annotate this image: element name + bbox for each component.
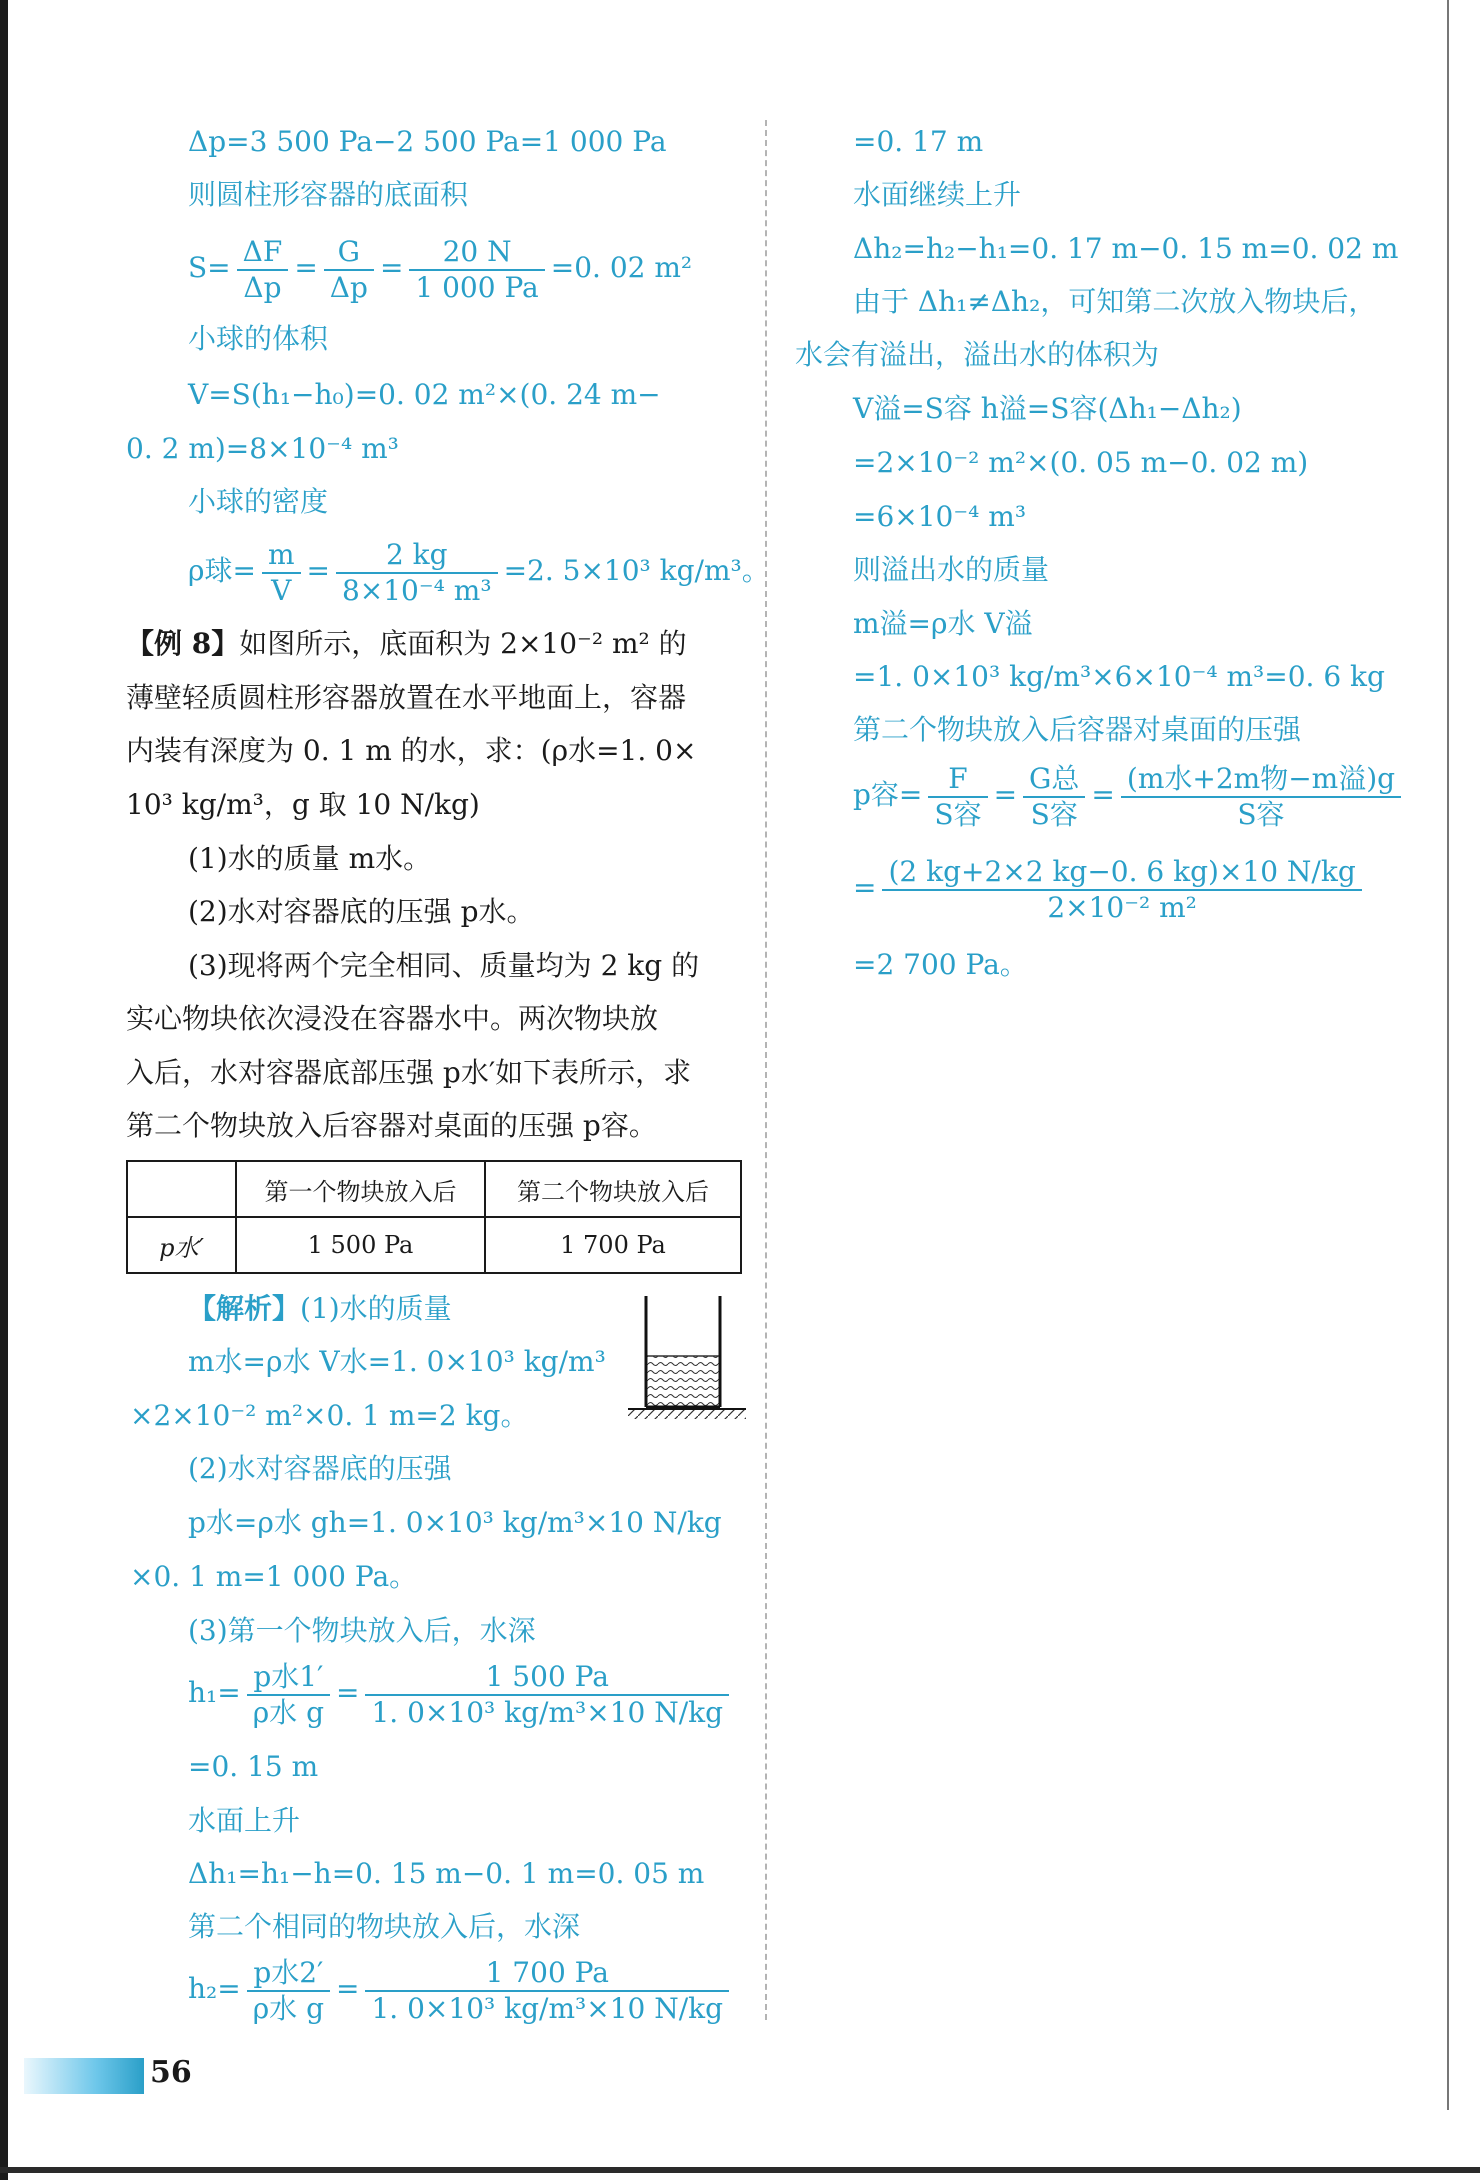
table-cell: p水′ (127, 1217, 236, 1273)
formula-text: = (853, 871, 877, 905)
solution-line: V溢=S容 h溢=S容(Δh₁−Δh₂) (853, 392, 1242, 425)
solution-line: ×0. 1 m=1 000 Pa。 (130, 1560, 418, 1593)
denominator: 2×10⁻² m² (1047, 890, 1197, 924)
fraction (336, 538, 498, 607)
question-1: (1)水的质量 m水。 (188, 842, 432, 875)
pressure-table (126, 1160, 742, 1274)
formula-text: S= (188, 251, 231, 285)
solution-line: V=S(h₁−h₀)=0. 02 m²×(0. 24 m− (188, 378, 661, 411)
page-number: 56 (150, 2055, 192, 2090)
fraction (1121, 762, 1401, 831)
numerator: p水1′ (247, 1660, 330, 1696)
numerator: F (928, 762, 987, 798)
question-2: (2)水对容器底的压强 p水。 (188, 895, 535, 928)
solution-line: Δh₁=h₁−h=0. 15 m−0. 1 m=0. 05 m (188, 1857, 705, 1890)
table-header-cell (127, 1161, 236, 1217)
formula-text: = (294, 251, 318, 285)
numerator: m (262, 538, 301, 574)
numerator: 1 700 Pa (365, 1956, 729, 1992)
water (647, 1356, 719, 1406)
formula-line (188, 1956, 735, 2025)
solution-line: Δp=3 500 Pa−2 500 Pa=1 000 Pa (188, 125, 667, 158)
fraction (1023, 762, 1085, 831)
formula-line (853, 762, 1407, 831)
solution-line: 水面继续上升 (853, 178, 1022, 211)
numerator: G总 (1023, 762, 1085, 798)
denominator: S容 (1237, 797, 1285, 831)
solution-line: m溢=ρ水 V溢 (853, 607, 1033, 640)
formula-text: = (1091, 778, 1115, 812)
formula-text: = (993, 778, 1018, 812)
numerator: G (324, 235, 374, 271)
denominator: S容 (1030, 797, 1078, 831)
formula-line (853, 855, 1368, 924)
solution-line: 则溢出水的质量 (853, 553, 1050, 586)
formula-text: =0. 02 m² (550, 251, 693, 285)
fraction (324, 235, 374, 304)
formula-line (188, 538, 770, 607)
solution-line: 小球的密度 (188, 485, 329, 518)
example-line: 入后，水对容器底部压强 p水′如下表所示，求 (126, 1056, 692, 1089)
example-line: 10³ kg/m³，g 取 10 N/kg) (126, 788, 480, 821)
solution-line: =0. 15 m (188, 1750, 319, 1783)
solution-line: =6×10⁻⁴ m³ (853, 500, 1027, 533)
solution-line: =0. 17 m (853, 125, 984, 158)
formula-text: = (306, 554, 330, 588)
solution-line: (2)水对容器底的压强 (188, 1452, 452, 1485)
denominator: V (271, 573, 292, 607)
numerator: ΔF (237, 235, 289, 271)
fraction (409, 235, 544, 304)
solution-line: =2×10⁻² m²×(0. 05 m−0. 02 m) (853, 446, 1309, 479)
example-tag: 【例 8】 (126, 627, 240, 660)
solution-line: 小球的体积 (188, 322, 329, 355)
solution-line: Δh₂=h₂−h₁=0. 17 m−0. 15 m=0. 02 m (853, 232, 1399, 265)
fraction (882, 855, 1361, 924)
denominator: 1. 0×10³ kg/m³×10 N/kg (371, 1695, 724, 1729)
example-line: 第二个物块放入后容器对桌面的压强 p容。 (126, 1109, 657, 1142)
question-3: (3)现将两个完全相同、质量均为 2 kg 的 (188, 949, 700, 982)
solution-line: p水=ρ水 gh=1. 0×10³ kg/m³×10 N/kg (188, 1506, 722, 1539)
solution-line: m水=ρ水 V水=1. 0×10³ kg/m³ (188, 1345, 606, 1378)
container-figure (628, 1296, 746, 1424)
example-line: 内装有深度为 0. 1 m 的水，求：(ρ水=1. 0× (126, 734, 697, 767)
denominator: 8×10⁻⁴ m³ (341, 573, 492, 607)
numerator: 20 N (409, 235, 544, 271)
solution-line: 第二个物块放入后容器对桌面的压强 (853, 713, 1302, 746)
analysis-tag: 【解析】 (188, 1292, 301, 1325)
numerator: (m水+2m物−m溢)g (1121, 762, 1401, 798)
page-edge-left (0, 0, 8, 2180)
fraction (247, 1956, 330, 2025)
solution-line: 由于 Δh₁≠Δh₂，可知第二次放入物块后， (853, 285, 1377, 318)
fraction (365, 1956, 729, 2025)
formula-text: ρ球= (188, 554, 256, 588)
solution-line: =2 700 Pa。 (853, 948, 1028, 981)
denominator: ρ水 g (252, 1991, 325, 2025)
numerator: 1 500 Pa (365, 1660, 729, 1696)
solution-line: =1. 0×10³ kg/m³×6×10⁻⁴ m³=0. 6 kg (853, 660, 1385, 693)
denominator: 1. 0×10³ kg/m³×10 N/kg (371, 1991, 724, 2025)
formula-text: = (336, 1676, 360, 1710)
denominator: S容 (934, 797, 982, 831)
formula-line (188, 235, 692, 304)
table-header-cell: 第一个物块放入后 (236, 1161, 485, 1217)
formula-line (188, 1660, 735, 1729)
fraction (247, 1660, 330, 1729)
denominator: Δp (329, 270, 368, 304)
analysis-line (188, 1292, 452, 1326)
formula-text: h₁= (188, 1676, 241, 1710)
example-line (126, 627, 687, 661)
solution-line: 则圆柱形容器的底面积 (188, 178, 469, 211)
solution-line: (3)第一个物块放入后，水深 (188, 1614, 536, 1647)
example-line: 薄壁轻质圆柱形容器放置在水平地面上，容器 (126, 681, 687, 714)
table-header-cell: 第二个物块放入后 (485, 1161, 741, 1217)
formula-text: h₂= (188, 1972, 241, 2006)
example-text: 如图所示，底面积为 2×10⁻² m² 的 (239, 627, 687, 660)
denominator: 1 000 Pa (415, 270, 539, 304)
column-divider (765, 120, 767, 2020)
fraction (262, 538, 301, 607)
solution-line: 水会有溢出，溢出水的体积为 (795, 338, 1160, 371)
fraction (365, 1660, 729, 1729)
ground-hatch (628, 1409, 746, 1419)
solution-line: ×2×10⁻² m²×0. 1 m=2 kg。 (130, 1399, 529, 1432)
table-cell: 1 500 Pa (236, 1217, 485, 1273)
table-row (127, 1217, 741, 1273)
formula-text: = (379, 251, 404, 285)
numerator: p水2′ (247, 1956, 330, 1992)
denominator: Δp (243, 270, 282, 304)
fraction (237, 235, 289, 304)
formula-text: p容= (853, 778, 923, 812)
solution-line: 第二个相同的物块放入后，水深 (188, 1910, 581, 1943)
page-edge-right (1447, 0, 1449, 2110)
table-cell: 1 700 Pa (485, 1217, 741, 1273)
fraction (928, 762, 987, 831)
example-line: 实心物块依次浸没在容器水中。两次物块放 (126, 1002, 659, 1035)
solution-line: 水面上升 (188, 1804, 301, 1837)
numerator: (2 kg+2×2 kg−0. 6 kg)×10 N/kg (882, 855, 1361, 891)
page-number-bar (24, 2058, 144, 2094)
table-row (127, 1161, 741, 1217)
formula-text: =2. 5×10³ kg/m³。 (503, 554, 770, 588)
denominator: ρ水 g (252, 1695, 325, 1729)
page-edge-bottom (0, 2167, 1480, 2173)
analysis-text: (1)水的质量 (300, 1292, 452, 1325)
numerator: 2 kg (336, 538, 498, 574)
solution-line: 0. 2 m)=8×10⁻⁴ m³ (126, 432, 399, 465)
formula-text: = (336, 1972, 360, 2006)
